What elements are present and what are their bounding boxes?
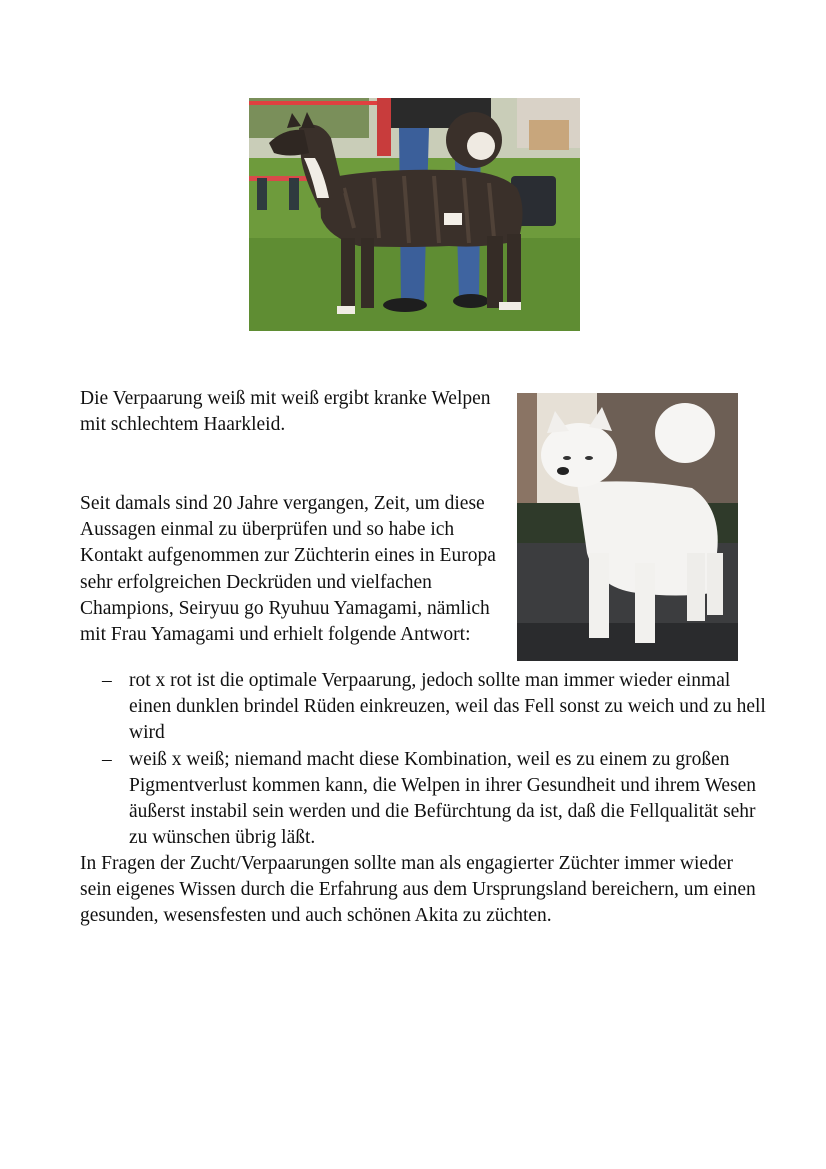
brindle-dog-photo-drawing — [249, 98, 580, 331]
paragraph-main: Seit damals sind 20 Jahre vergangen, Zeit, um diese Aussagen einmal zu überprüfen und so habe ich Kontakt aufgenommen zur Züchterin eines in Europa sehr erfolgreichen Deckrüden und vielfachen Champions, Seiryuu go Ryuhuu Yamagami, nämlich mit Frau Yamagami und erhielt folgende Antwort: — [80, 493, 496, 646]
list-item — [80, 747, 770, 852]
answer-list — [80, 668, 770, 851]
white-dog-photo — [517, 393, 738, 661]
brindle-dog-photo — [249, 98, 580, 331]
white-dog-photo-drawing — [517, 393, 738, 661]
bullet-dash: – — [102, 748, 112, 770]
bullet-dash: – — [102, 670, 112, 691]
paragraph-intro: Die Verpaarung weiß mit weiß ergibt kranke Welpen mit schlechtem Haarkleid. — [80, 388, 491, 436]
list-item-text: rot x rot ist die optimale Verpaarung, jedoch sollte man immer wieder einmal einen dunklen brindel Rüden einkreuzen, weil das Fell sonst zu weich und zu hell wird — [129, 670, 766, 744]
paragraph-conclusion: In Fragen der Zucht/Verpaarungen sollte man als engagierter Züchter immer wieder sein eigenes Wissen durch die Erfahrung aus dem Ursprungsland bereichern, um einen gesunden, wesensfesten und auch schönen Akita zu züchten. — [80, 853, 756, 927]
list-item-text: weiß x weiß; niemand macht diese Kombination, weil es zu einem zu großen Pigmentverlust kommen kann, die Welpen in ihrer Gesundheit und ihrem Wesen äußerst instabil sein werden und die Befürchtung da ist, daß die Fellqualität sehr zu wünschen übrig läßt. — [129, 748, 757, 849]
list-item — [80, 668, 770, 747]
